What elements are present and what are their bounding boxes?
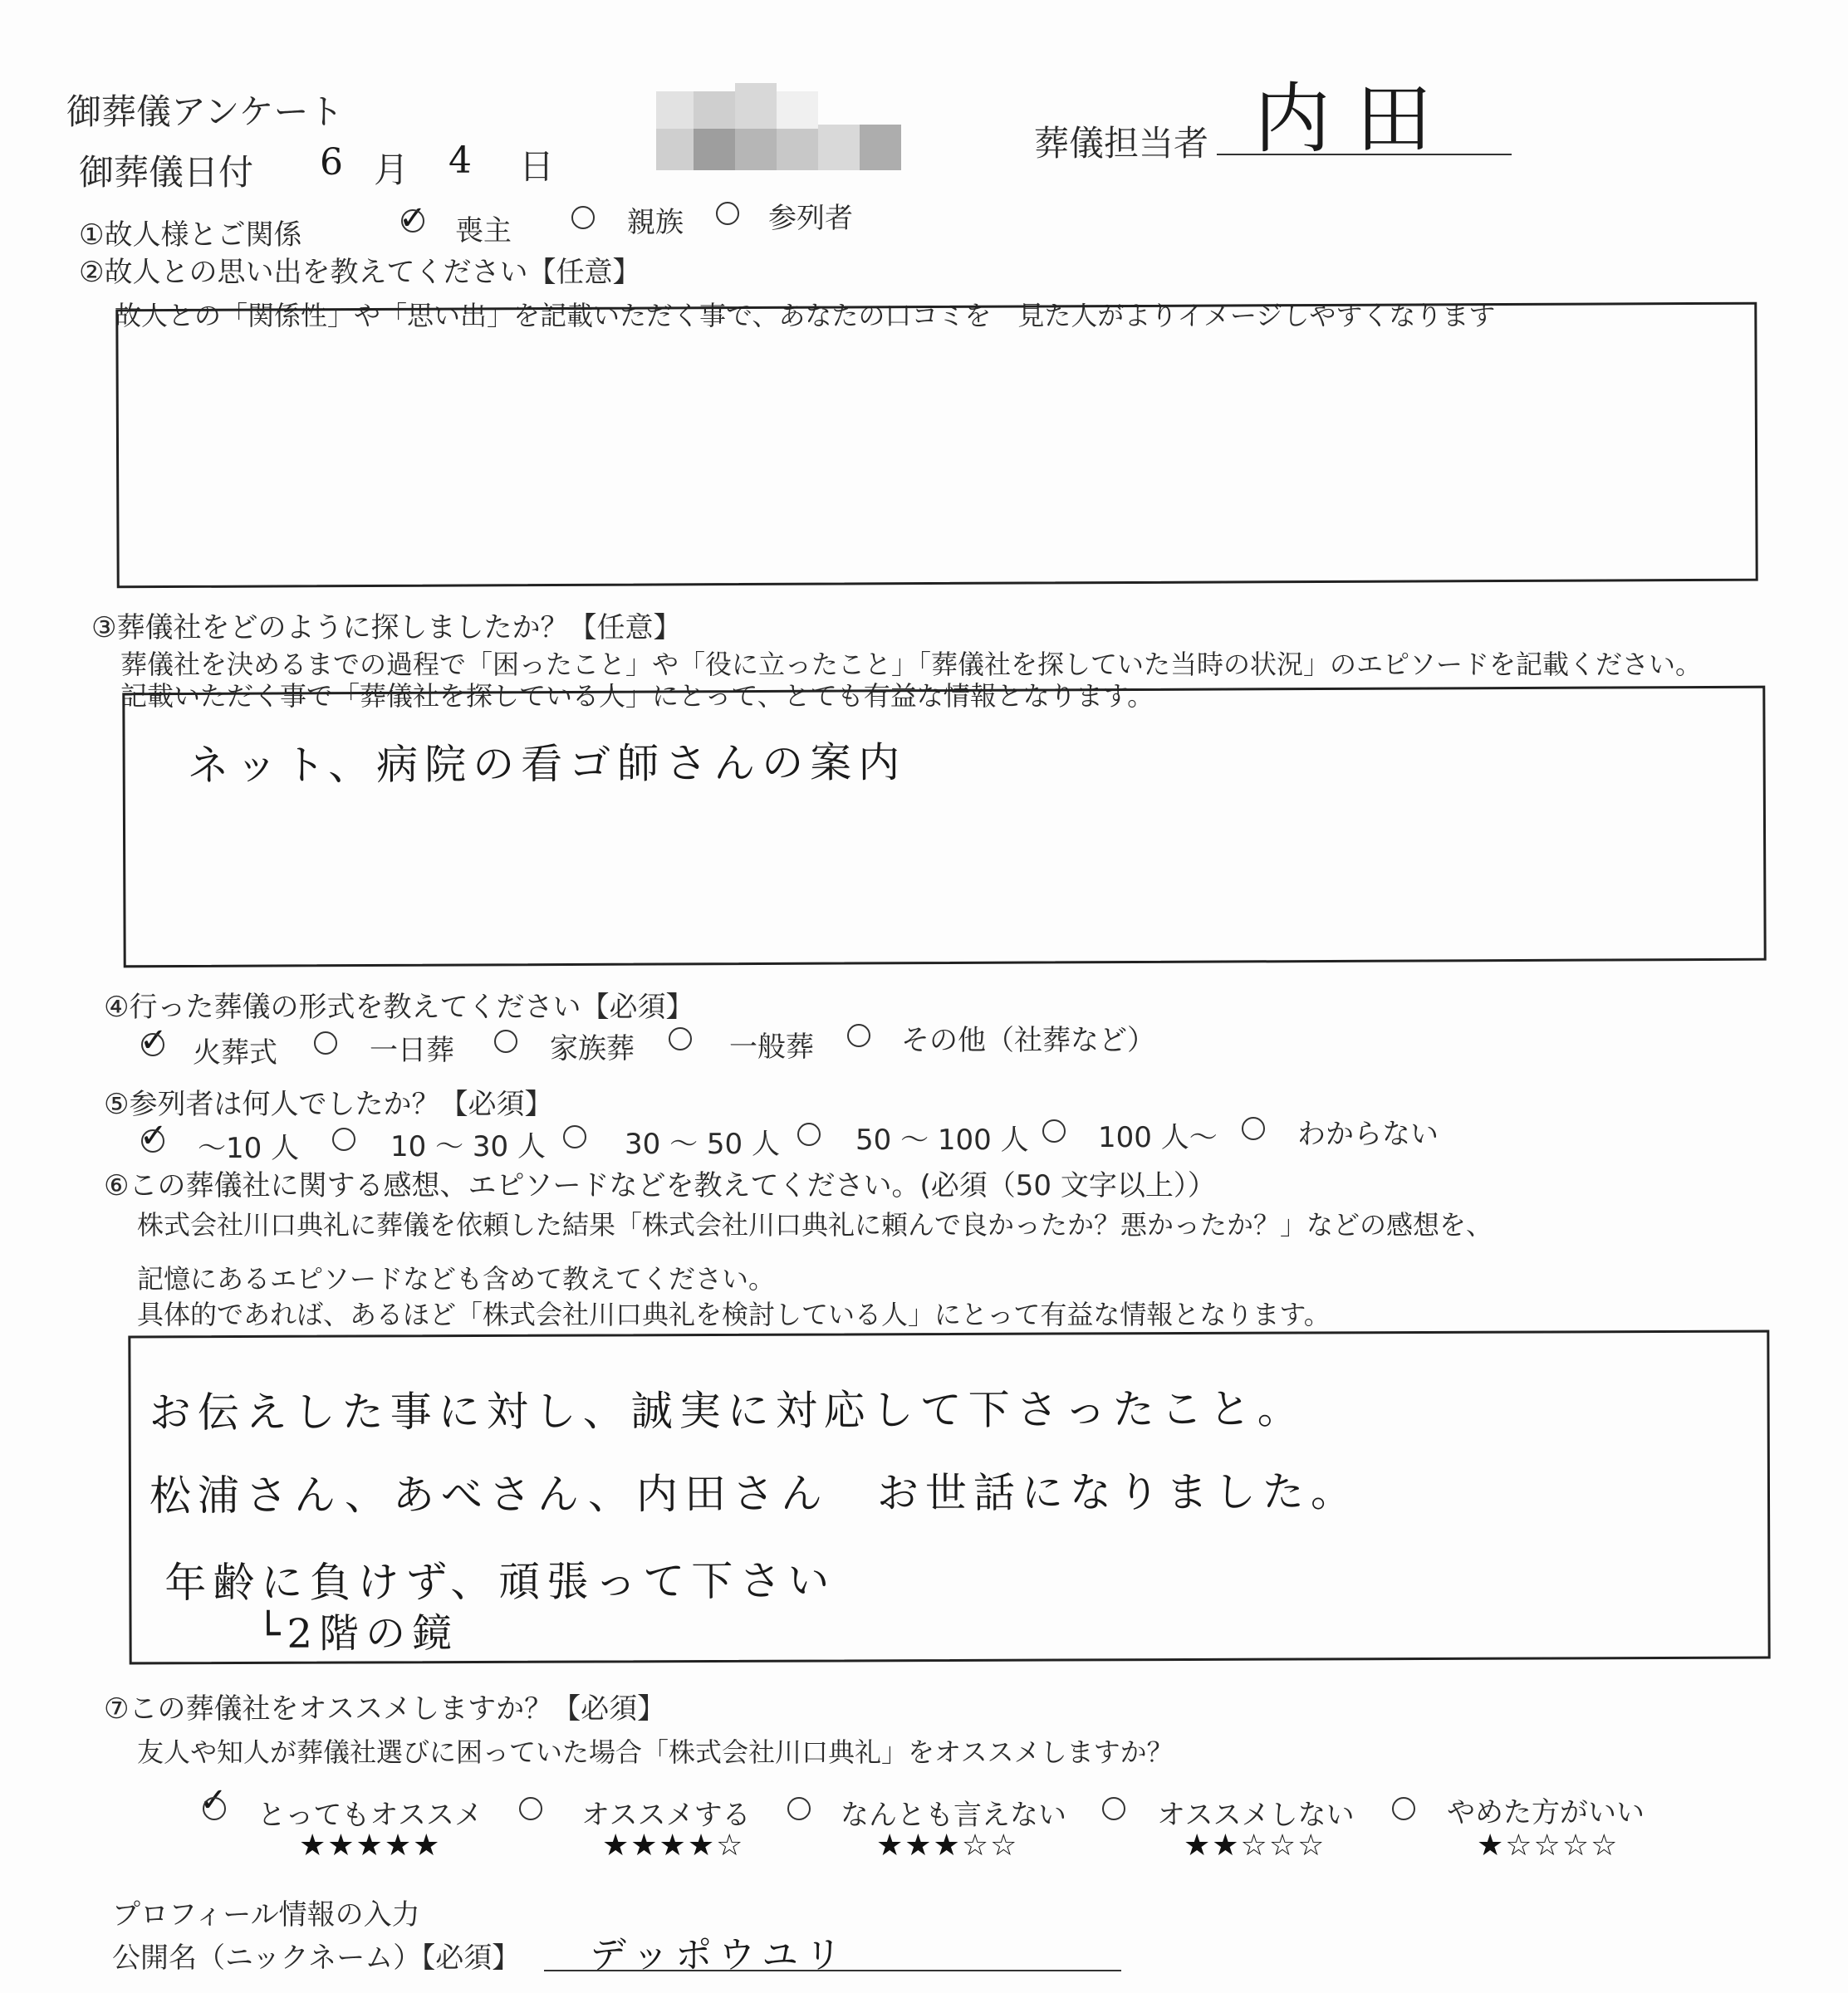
- q7-option-3: なんとも言えない: [841, 1799, 1066, 1832]
- q7-option-4: オススメする: [581, 1799, 751, 1832]
- q7-check-icon: ✓: [199, 1781, 228, 1819]
- q7-stars-3: ★★★☆☆: [876, 1829, 1019, 1863]
- q5-option-unknown: わからない: [1297, 1118, 1439, 1151]
- q3-label: ③葬儀社をどのように探しましたか？【任意】: [91, 611, 682, 644]
- q1-option-attendee: 参列者: [768, 202, 853, 235]
- q7-stars-5: ★★★★★: [299, 1829, 442, 1863]
- q7-option-1: やめた方がいい: [1447, 1796, 1645, 1829]
- q4-option-cremation: 火葬式: [193, 1036, 277, 1070]
- q4-radio-oneday[interactable]: [314, 1031, 337, 1055]
- q7-radio-1[interactable]: [1392, 1797, 1415, 1820]
- q5-option-10-30: 10 ～ 30 人: [390, 1130, 546, 1163]
- q5-option-100plus: 100 人～: [1098, 1121, 1218, 1154]
- q3-answer: ネット、病院の看ゴ師さんの案内: [187, 738, 907, 790]
- q3-hint-1: 葬儀社を決めるまでの過程で「困ったこと」や「役に立ったこと」「葬儀社を探していた当時の状況」のエピソードを記載ください。: [120, 649, 1703, 680]
- q7-hint: 友人や知人が葬儀社選びに困っていた場合「株式会社川口典礼」をオススメしますか？: [137, 1736, 1174, 1768]
- q5-option-under10: ～10 人: [198, 1132, 300, 1165]
- profile-section-label: プロフィール情報の入力: [112, 1898, 420, 1932]
- q4-check-icon: ✓: [140, 1021, 168, 1060]
- q4-radio-family[interactable]: [494, 1030, 517, 1053]
- q7-radio-4[interactable]: [519, 1797, 542, 1820]
- q5-radio-10-30[interactable]: [332, 1128, 355, 1151]
- q1-radio-attendee[interactable]: [716, 202, 739, 225]
- q7-stars-1: ★☆☆☆☆: [1477, 1829, 1620, 1863]
- q4-option-other: その他（社葬など）: [901, 1024, 1155, 1057]
- q6-answer-line-1: お伝えした事に対し、誠実に対応して下さったこと。: [149, 1384, 1306, 1437]
- q5-check-icon: ✓: [140, 1117, 168, 1155]
- q1-option-relative: 親族: [627, 206, 684, 239]
- date-day[interactable]: 4: [449, 140, 478, 182]
- q1-radio-relative[interactable]: [571, 206, 595, 229]
- date-label: 御葬儀日付: [79, 152, 254, 193]
- nickname-value[interactable]: デッポウユリ: [590, 1934, 849, 1976]
- q6-answer-line-3: 年齢に負けず、頑張って下さい: [164, 1556, 836, 1608]
- q6-hint-2: 記憶にあるエピソードなども含めて教えてください。: [137, 1263, 776, 1295]
- q3-hint-2: 記載いただく事で「葬儀社を探している人」にとって、とても有益な情報となります。: [120, 680, 1154, 712]
- q6-answer-line-2: 松浦さん、あべさん、内田さん お世話になりました。: [149, 1467, 1360, 1520]
- q4-radio-other[interactable]: [847, 1024, 870, 1047]
- q7-radio-2[interactable]: [1102, 1797, 1125, 1820]
- q7-radio-3[interactable]: [787, 1797, 811, 1820]
- staff-label: 葬儀担当者: [1034, 123, 1209, 164]
- q7-stars-2: ★★☆☆☆: [1184, 1829, 1326, 1863]
- q4-radio-cremation[interactable]: [141, 1033, 164, 1056]
- q5-radio-under10[interactable]: [141, 1129, 164, 1153]
- q5-radio-30-50[interactable]: [563, 1125, 586, 1148]
- q5-radio-unknown[interactable]: [1242, 1117, 1265, 1140]
- q5-label: ⑤参列者は何人でしたか？【必須】: [104, 1088, 553, 1121]
- q1-label: ①故人様とご関係: [79, 218, 302, 252]
- q2-label: ②故人との思い出を教えてください【任意】: [79, 256, 641, 289]
- date-month[interactable]: 6: [320, 141, 350, 184]
- q6-hint-3: 具体的であれば、あるほど「株式会社川口典礼を検討している人」にとって有益な情報となります。: [137, 1299, 1331, 1330]
- q1-option-mourner: 喪主: [455, 214, 512, 247]
- q3-answer-box[interactable]: [122, 686, 1766, 968]
- q5-radio-100plus[interactable]: [1042, 1119, 1066, 1143]
- form-title: 御葬儀アンケート: [66, 91, 344, 132]
- q7-option-5: とってもオススメ: [257, 1799, 483, 1832]
- q7-label: ⑦この葬儀社をオススメしますか？【必須】: [104, 1692, 666, 1726]
- q2-hint: 故人との「関係性」や「思い出」を記載いただく事で、あなたの口コミを 見た人がよりイメージしやすくなります: [115, 300, 1496, 331]
- q7-radio-5[interactable]: [203, 1797, 226, 1820]
- date-day-unit: 日: [519, 146, 555, 187]
- q4-label: ④行った葬儀の形式を教えてください【必須】: [104, 991, 694, 1024]
- q4-radio-general[interactable]: [669, 1027, 692, 1050]
- q4-option-general: 一般葬: [729, 1031, 814, 1064]
- date-month-unit: 月: [374, 149, 409, 190]
- redacted-area: [656, 83, 901, 174]
- q7-stars-4: ★★★★☆: [602, 1829, 745, 1863]
- staff-name[interactable]: 内田: [1254, 75, 1458, 164]
- q1-radio-mourner[interactable]: [401, 209, 424, 233]
- q5-option-30-50: 30 ～ 50 人: [625, 1128, 780, 1161]
- q2-answer-box[interactable]: [115, 302, 1757, 589]
- q6-label: ⑥この葬儀社に関する感想、エピソードなどを教えてください。(必須（50 文字以上））: [104, 1169, 1216, 1202]
- q5-radio-50-100[interactable]: [797, 1123, 821, 1146]
- q4-option-oneday: 一日葬: [370, 1034, 454, 1067]
- q6-answer-box[interactable]: [128, 1330, 1770, 1665]
- q7-option-2: オススメしない: [1157, 1799, 1355, 1832]
- q1-check-icon: ✓: [399, 199, 427, 237]
- nickname-label: 公開名（ニックネーム）【必須】: [112, 1942, 521, 1975]
- q5-option-50-100: 50 ～ 100 人: [855, 1124, 1029, 1157]
- q4-option-family: 家族葬: [550, 1032, 635, 1065]
- q6-hint-1: 株式会社川口典礼に葬儀を依頼した結果「株式会社川口典礼に頼んで良かったか？悪かったか？」などの感想を、: [137, 1209, 1493, 1241]
- q6-answer-line-4: └2階の鏡: [256, 1610, 459, 1658]
